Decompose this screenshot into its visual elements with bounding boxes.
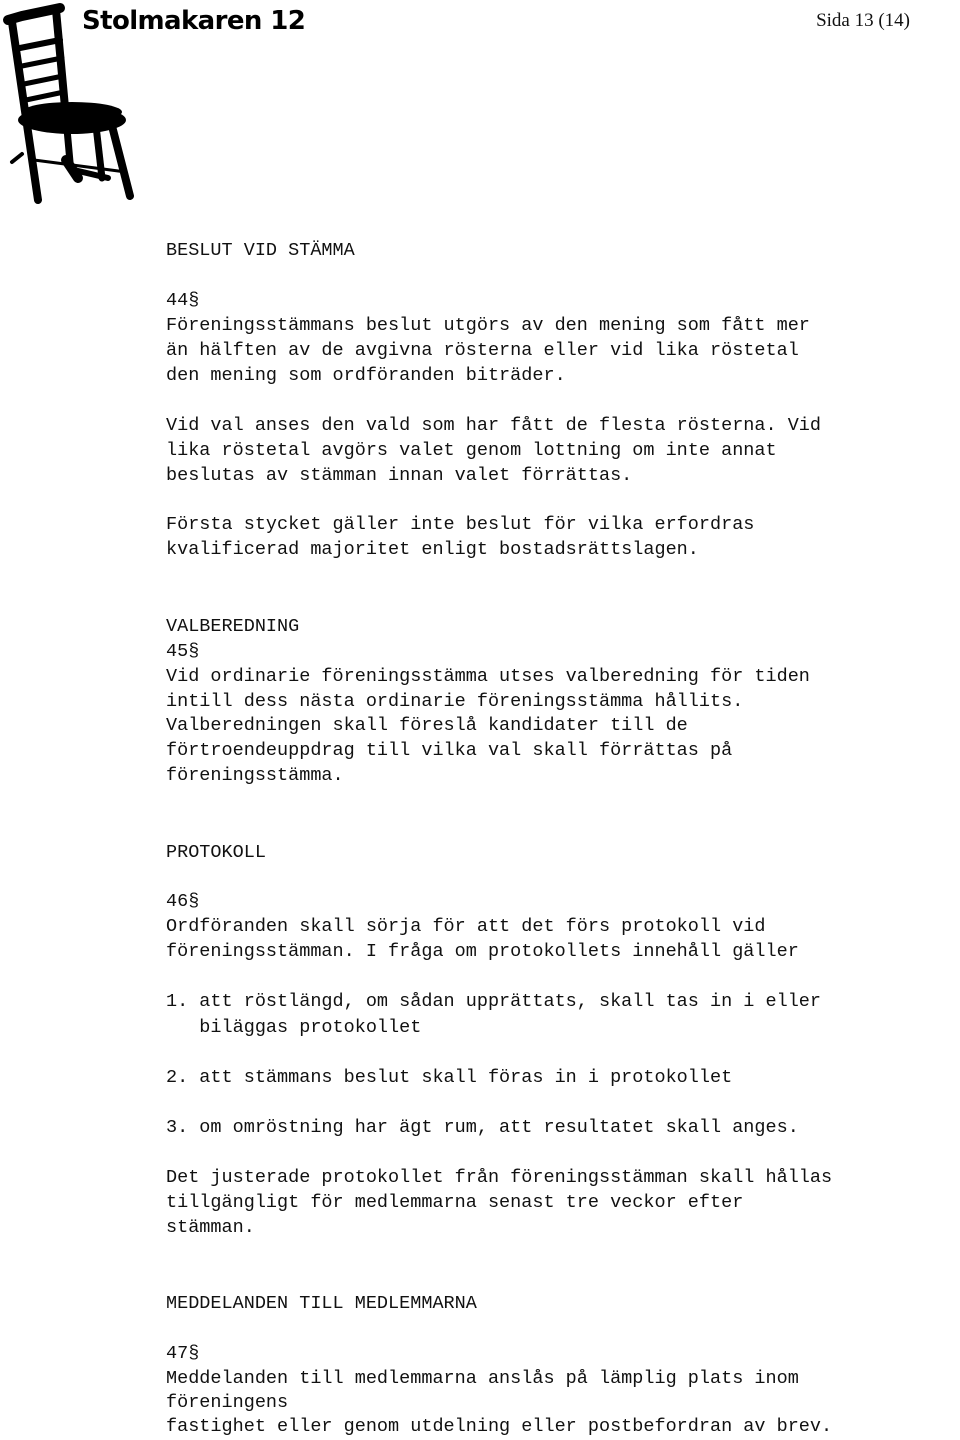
- text-line: den mening som ordföranden biträder.: [166, 365, 566, 386]
- text-line: stämman.: [166, 1217, 255, 1238]
- text-line: Första stycket gäller inte beslut för vilka erfordras: [166, 514, 755, 535]
- text-line: föreningsstämma.: [166, 765, 344, 786]
- text-line: Valberedningen skall föreslå kandidater till de: [166, 715, 688, 736]
- section-heading-protokoll: PROTOKOLL: [166, 842, 266, 863]
- text-line: Föreningsstämmans beslut utgörs av den mening som fått mer: [166, 315, 810, 336]
- logo-text: Stolmakaren 12: [82, 6, 306, 36]
- text-line: Meddelanden till medlemmarna anslås på lämplig plats inom: [166, 1368, 799, 1389]
- text-line: Vid ordinarie föreningsstämma utses valberedning för tiden: [166, 666, 810, 687]
- text-line: fastighet eller genom utdelning eller postbefordran av brev.: [166, 1416, 833, 1437]
- logo: [0, 0, 306, 210]
- paragraph-number-44: 44§: [166, 290, 200, 311]
- list-item: biläggas protokollet: [166, 1017, 422, 1038]
- paragraph-number-45: 45§: [166, 641, 200, 662]
- paragraph-number-47: 47§: [166, 1343, 200, 1364]
- section-heading-valberedning: VALBEREDNING: [166, 616, 300, 637]
- text-line: tillgängligt för medlemmarna senast tre veckor efter: [166, 1192, 744, 1213]
- text-line: Ordföranden skall sörja för att det förs protokoll vid: [166, 916, 766, 937]
- section-heading-beslut: BESLUT VID STÄMMA: [166, 240, 355, 261]
- text-line: Vid val anses den vald som har fått de flesta rösterna. Vid: [166, 415, 822, 436]
- text-line: förtroendeuppdrag till vilka val skall förrättas på: [166, 740, 733, 761]
- text-line: Det justerade protokollet från föreningsstämman skall hållas: [166, 1167, 833, 1188]
- text-line: lika röstetal avgörs valet genom lottning om inte annat: [166, 440, 777, 461]
- list-item: 3. om omröstning har ägt rum, att resultatet skall anges.: [166, 1117, 799, 1138]
- text-line: intill dess nästa ordinarie föreningsstämma hållits.: [166, 691, 744, 712]
- list-item: 1. att röstlängd, om sådan upprättats, skall tas in i eller: [166, 991, 822, 1012]
- text-line: än hälften av de avgivna rösterna eller vid lika röstetal: [166, 340, 799, 361]
- list-item: 2. att stämmans beslut skall föras in i protokollet: [166, 1067, 733, 1088]
- text-line: föreningens: [166, 1392, 289, 1413]
- text-line: beslutas av stämman innan valet förrättas.: [166, 465, 633, 486]
- paragraph-number-46: 46§: [166, 891, 200, 912]
- section-heading-meddelanden: MEDDELANDEN TILL MEDLEMMARNA: [166, 1293, 477, 1314]
- text-line: kvalificerad majoritet enligt bostadsrättslagen.: [166, 539, 699, 560]
- page-number: Sida 13 (14): [816, 10, 910, 31]
- text-line: föreningsstämman. I fråga om protokollets innehåll gäller: [166, 941, 799, 962]
